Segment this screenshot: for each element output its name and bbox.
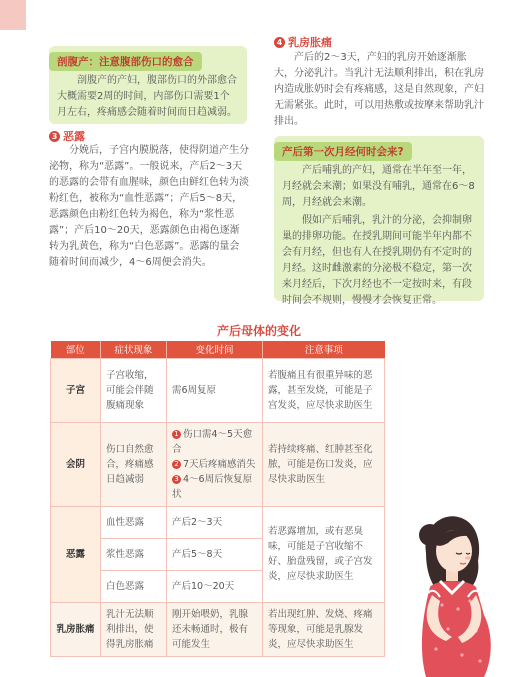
menstruation-tip-title: 产后第一次月经何时会来? (274, 142, 412, 161)
perineum-note: 若持续疼痛、红肿甚至化脓，可能是伤口发炎，应尽快求助医生 (263, 422, 385, 506)
pregnant-woman-illustration (396, 505, 506, 677)
lochia-time-1: 产后2～3天 (167, 506, 263, 538)
lochia-note: 若恶露增加，或有恶臭味，可能是子宫收缩不好、胎盘残留，或子宫发炎，应尽快求助医生 (263, 506, 385, 602)
part-breast: 乳房胀痛 (51, 602, 101, 656)
part-lochia: 恶露 (51, 506, 101, 602)
table-header-row (51, 341, 385, 358)
header-note: 注意事项 (263, 341, 385, 358)
table-title: 产后母体的变化 (216, 324, 301, 338)
lochia-symptom-3: 白色恶露 (101, 570, 167, 602)
lochia-body: 分娩后，子宫内膜脱落，使得阴道产生分泌物，称为“恶露”。一般说来，产后2～3天的恶露的会带有血腥味，颜色由鲜红色转为淡粉红色，被称为“血性恶露”；产后5～8天，恶露颜色由粉红色转为褐色，称为“浆性恶露”；产后10～20天，恶露颜色由褐色逐渐转为乳黄色，称为“白色恶露”。恶露的量会随着时间而减少，4～6周便会消失。 (49, 145, 249, 268)
lochia-heading (49, 128, 85, 144)
header-time: 变化时间 (167, 341, 263, 358)
uterus-symptom: 子宫收缩，可能会伴随腹痛现象 (101, 358, 167, 422)
lochia-symptom-1: 血性恶露 (101, 506, 167, 538)
table-row (51, 422, 385, 506)
cesarean-tip-title: 剖腹产：注意腹部伤口的愈合 (49, 52, 202, 71)
page-tab-decoration (0, 0, 26, 30)
uterus-time: 需6周复原 (167, 358, 263, 422)
breast-time: 刚开始喂奶，乳腺还未畅通时，极有可能发生 (167, 602, 263, 656)
lochia-symptom-2: 浆性恶露 (101, 538, 167, 570)
table-row (51, 358, 385, 422)
menstruation-tip-p2: 假如产后哺乳，乳汁的分泌，会抑制卵巢的排卵功能。在授乳期间可能半年内都不会有月经，但也有人在授乳期仍有不定时的月经。这时雌激素的分泌极不稳定，第一次来月经后，下次月经也不一定按时来，有段时间会不规则，慢慢才会恢复正常。 (282, 215, 472, 306)
cesarean-tip-box (49, 46, 247, 124)
part-uterus: 子宫 (51, 358, 101, 422)
section-number-badge: 3 (49, 131, 60, 142)
part-perineum: 会阴 (51, 422, 101, 506)
header-part: 部位 (51, 341, 101, 358)
breast-heading (274, 34, 332, 50)
uterus-note: 若腹痛且有很重异味的恶露，甚至发烧，可能是子宫发炎，应尽快求助医生 (263, 358, 385, 422)
perineum-symptom: 伤口自然愈合，疼痛感日趋减弱 (101, 422, 167, 506)
breast-symptom: 乳汁无法顺利排出，使得乳房胀痛 (101, 602, 167, 656)
breast-note: 若出现红肿、发烧、疼痛等现象，可能是乳腺发炎，应尽快求助医生 (263, 602, 385, 656)
postpartum-changes-table (50, 341, 385, 657)
lochia-time-3: 产后10～20天 (167, 570, 263, 602)
menstruation-tip-p1: 产后哺乳的产妇，通常在半年至一年，月经就会来潮；如果没有哺乳，通常在6～8周，月经就会来潮。 (282, 165, 475, 208)
number-2-badge: 2 (172, 460, 181, 469)
menstruation-tip-box (274, 136, 484, 306)
header-symptom: 症状现象 (101, 341, 167, 358)
number-3-badge: 3 (172, 475, 181, 484)
table-row (51, 506, 385, 538)
number-1-badge: 1 (172, 430, 181, 439)
table-row (51, 602, 385, 656)
breast-title: 乳房胀痛 (288, 36, 332, 49)
lochia-time-2: 产后5～8天 (167, 538, 263, 570)
cesarean-tip-body: 剖腹产的产妇，腹部伤口的外部愈合大概需要2周的时间，内部伤口需要1个月左右，疼痛感会随着时间而日趋减弱。 (57, 75, 237, 118)
lochia-title: 恶露 (63, 130, 85, 143)
perineum-times: 1 伤口需4～5天愈合 2 7天后疼痛感消失 3 4～6周后恢复原状 (167, 422, 263, 506)
breast-body: 产后的2～3天，产妇的乳房开始逐渐胀大，分泌乳汁。当乳汁无法顺利排出，积在乳房内造成胀奶时会有疼痛感，这是自然现象，产妇无需紧张。此时，可以用热敷或按摩来帮助乳汁排出。 (274, 52, 484, 127)
section-number-badge: 4 (274, 37, 285, 48)
